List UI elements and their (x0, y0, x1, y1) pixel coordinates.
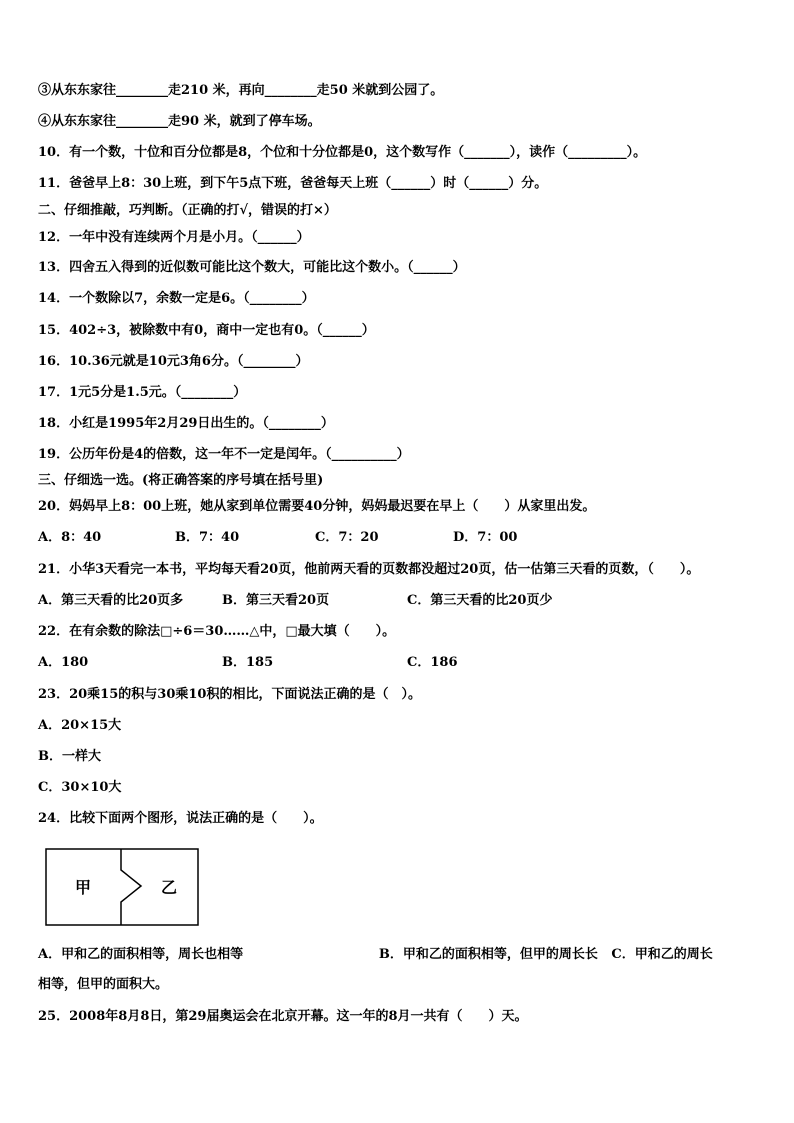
question-21-option-c: C．第三天看的比20页少 (407, 593, 553, 608)
comparison-figure (45, 848, 199, 926)
question-20: 20．妈妈早上8：00上班，她从家到单位需要40分钟，妈妈最迟要在早上（ ）从家里出发。 (38, 499, 596, 514)
figure-label-right: 乙 (160, 878, 178, 897)
question-21-option-b: B．第三天看20页 (222, 593, 330, 608)
question-12: 12．一年中没有连续两个月是小月。（______） (38, 230, 310, 245)
question-20-option-d: D．7：00 (453, 530, 518, 545)
question-17: 17．1元5分是1.5元。（________） (38, 385, 247, 400)
section-2-heading: 二、仔细推敲，巧判断。（正确的打√，错误的打×） (38, 203, 337, 218)
question-16: 16．10.36元就是10元3角6分。（________） (38, 354, 309, 369)
question-23: 23．20乘15的积与30乘10积的相比，下面说法正确的是（ ）。 (38, 687, 421, 702)
question-22-option-b: B．185 (222, 655, 274, 670)
question-22-option-a: A．180 (38, 655, 89, 670)
question-20-option-b: B．7：40 (175, 530, 240, 545)
figure-label-left: 甲 (74, 878, 92, 897)
question-22: 22．在有余数的除法□÷6＝30……△中，□最大填（ ）。 (38, 624, 396, 639)
question-22-option-c: C．186 (407, 655, 458, 670)
question-9-part-4: ④从东东家往________走90 米，就到了停车场。 (38, 114, 321, 129)
question-13: 13．四舍五入得到的近似数可能比这个数大，可能比这个数小。（______） (38, 260, 466, 275)
figure-divider (121, 849, 141, 925)
question-10: 10．有一个数，十位和百分位都是8，个位和十分位都是0，这个数写作（_______），读作（_________）。 (38, 145, 647, 160)
question-11: 11．爸爸早上8：30上班，到下午5点下班，爸爸每天上班（______）时（______）分。 (38, 176, 548, 191)
question-19: 19．公历年份是4的倍数，这一年不一定是闰年。（__________） (38, 447, 410, 462)
question-24-options-continued: 相等，但甲的面积大。 (38, 977, 169, 992)
question-9-part-3: ③从东东家往________走210 米，再向________走50 米就到公园了。 (38, 83, 444, 98)
section-3-heading: 三、仔细选一选。(将正确答案的序号填在括号里) (38, 473, 324, 488)
question-23-option-a: A．20×15大 (38, 718, 122, 733)
question-20-option-a: A．8：40 (38, 530, 102, 545)
question-23-option-c: C．30×10大 (38, 780, 122, 795)
question-18: 18．小红是1995年2月29日出生的。（________） (38, 416, 334, 431)
question-20-option-c: C．7：20 (315, 530, 379, 545)
question-21: 21．小华3天看完一本书，平均每天看20页，他前两天看的页数都没超过20页，估一估第三天看的页数，（ ）。 (38, 562, 700, 577)
question-24-options: A．甲和乙的面积相等，周长也相等 B．甲和乙的面积相等，但甲的周长长 C．甲和乙的周长 (38, 947, 713, 962)
question-25: 25．2008年8月8日，第29届奥运会在北京开幕。这一年的8月一共有（ ）天。 (38, 1009, 528, 1024)
question-15: 15．402÷3，被除数中有0，商中一定也有0。（______） (38, 323, 375, 338)
question-21-option-a: A．第三天看的比20页多 (38, 593, 184, 608)
question-14: 14．一个数除以7，余数一定是6。（________） (38, 291, 315, 306)
question-24: 24．比较下面两个图形，说法正确的是（ ）。 (38, 811, 323, 826)
question-23-option-b: B．一样大 (38, 749, 101, 764)
